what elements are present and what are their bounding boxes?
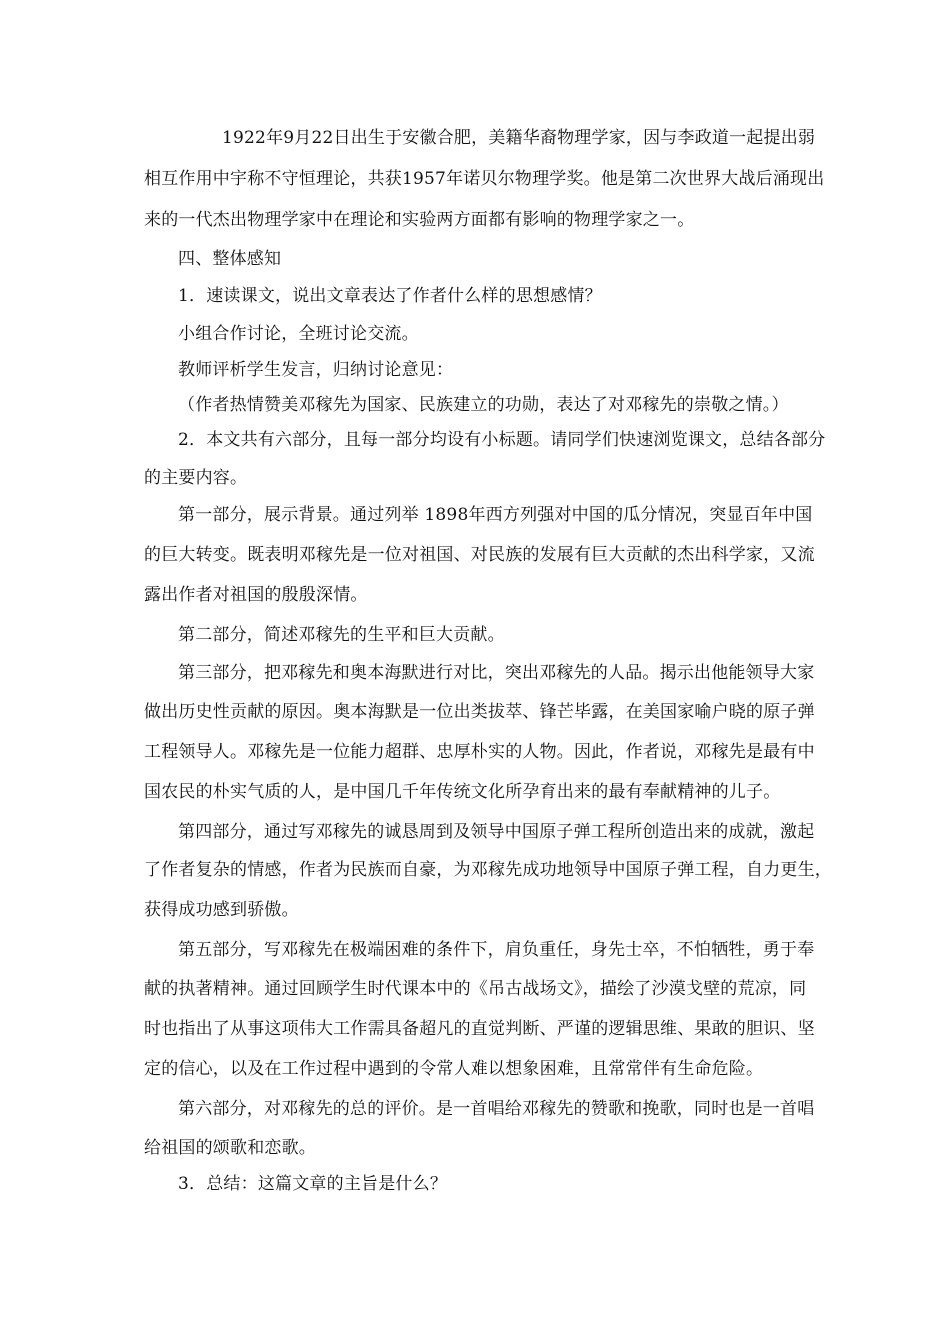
- paragraph-line: 获得成功感到骄傲。: [144, 900, 299, 920]
- paragraph-line: 的主要内容。: [144, 468, 248, 488]
- paragraph-line: 做出历史性贡献的原因。奥本海默是一位出类拔萃、锋芒毕露，在美国家喻户晓的原子弹: [144, 702, 815, 722]
- question-line: 1．速读课文，说出文章表达了作者什么样的思想感情？: [178, 286, 602, 306]
- paragraph-line: 了作者复杂的情感，作者为民族而自豪，为邓稼先成功地领导中国原子弹工程，自力更生，: [144, 860, 832, 880]
- question-line: 3．总结：这篇文章的主旨是什么？: [178, 1174, 448, 1194]
- paragraph-line: 露出作者对祖国的殷殷深情。: [144, 585, 368, 605]
- paragraph-line: 时也指出了从事这项伟大工作需具备超凡的直觉判断、严谨的逻辑思维、果敢的胆识、坚: [144, 1019, 815, 1039]
- paragraph-line: 献的执著精神。通过回顾学生时代课本中的《吊古战场文》，描绘了沙漠戈壁的荒凉，同: [144, 979, 807, 999]
- question-line: 2．本文共有六部分，且每一部分均设有小标题。请同学们快速浏览课文，总结各部分: [178, 430, 826, 450]
- paragraph-line: 1922年9月22日出生于安徽合肥，美籍华裔物理学家，因与李政道一起提出弱: [222, 128, 816, 148]
- paragraph-line: 相互作用中宇称不守恒理论，共获1957年诺贝尔物理学奖。他是第二次世界大战后涌现出: [144, 169, 825, 189]
- paragraph-line: 给祖国的颂歌和恋歌。: [144, 1138, 316, 1158]
- paragraph-line: 定的信心，以及在工作过程中遇到的令常人难以想象困难，且常常伴有生命危险。: [144, 1059, 764, 1079]
- paragraph-line: 第六部分，对邓稼先的总的评价。是一首唱给邓稼先的赞歌和挽歌，同时也是一首唱: [178, 1099, 815, 1119]
- paragraph-line: 来的一代杰出物理学家中在理论和实验两方面都有影响的物理学家之一。: [144, 210, 695, 230]
- paragraph-line: （作者热情赞美邓稼先为国家、民族建立的功勋，表达了对邓稼先的崇敬之情。）: [178, 395, 789, 415]
- section-heading: 四、整体感知: [178, 249, 282, 269]
- paragraph-line: 教师评析学生发言，归纳讨论意见：: [178, 360, 454, 380]
- paragraph-line: 第四部分，通过写邓稼先的诚恳周到及领导中国原子弹工程所创造出来的成就，激起: [178, 822, 815, 842]
- paragraph-line: 第一部分，展示背景。通过列举 1898年西方列强对中国的瓜分情况，突显百年中国: [178, 505, 813, 525]
- paragraph-line: 第三部分，把邓稼先和奥本海默进行对比，突出邓稼先的人品。揭示出他能领导大家: [178, 663, 815, 683]
- paragraph-line: 的巨大转变。既表明邓稼先是一位对祖国、对民族的发展有巨大贡献的杰出科学家，又流: [144, 545, 815, 565]
- paragraph-line: 国农民的朴实气质的人，是中国几千年传统文化所孕育出来的最有奉献精神的儿子。: [144, 782, 781, 802]
- paragraph-line: 第二部分，简述邓稼先的生平和巨大贡献。: [178, 625, 505, 645]
- paragraph-line: 第五部分，写邓稼先在极端困难的条件下，肩负重任，身先士卒，不怕牺牲，勇于奉: [178, 940, 815, 960]
- paragraph-line: 工程领导人。邓稼先是一位能力超群、忠厚朴实的人物。因此，作者说，邓稼先是最有中: [144, 742, 815, 762]
- paragraph-line: 小组合作讨论，全班讨论交流。: [178, 324, 419, 344]
